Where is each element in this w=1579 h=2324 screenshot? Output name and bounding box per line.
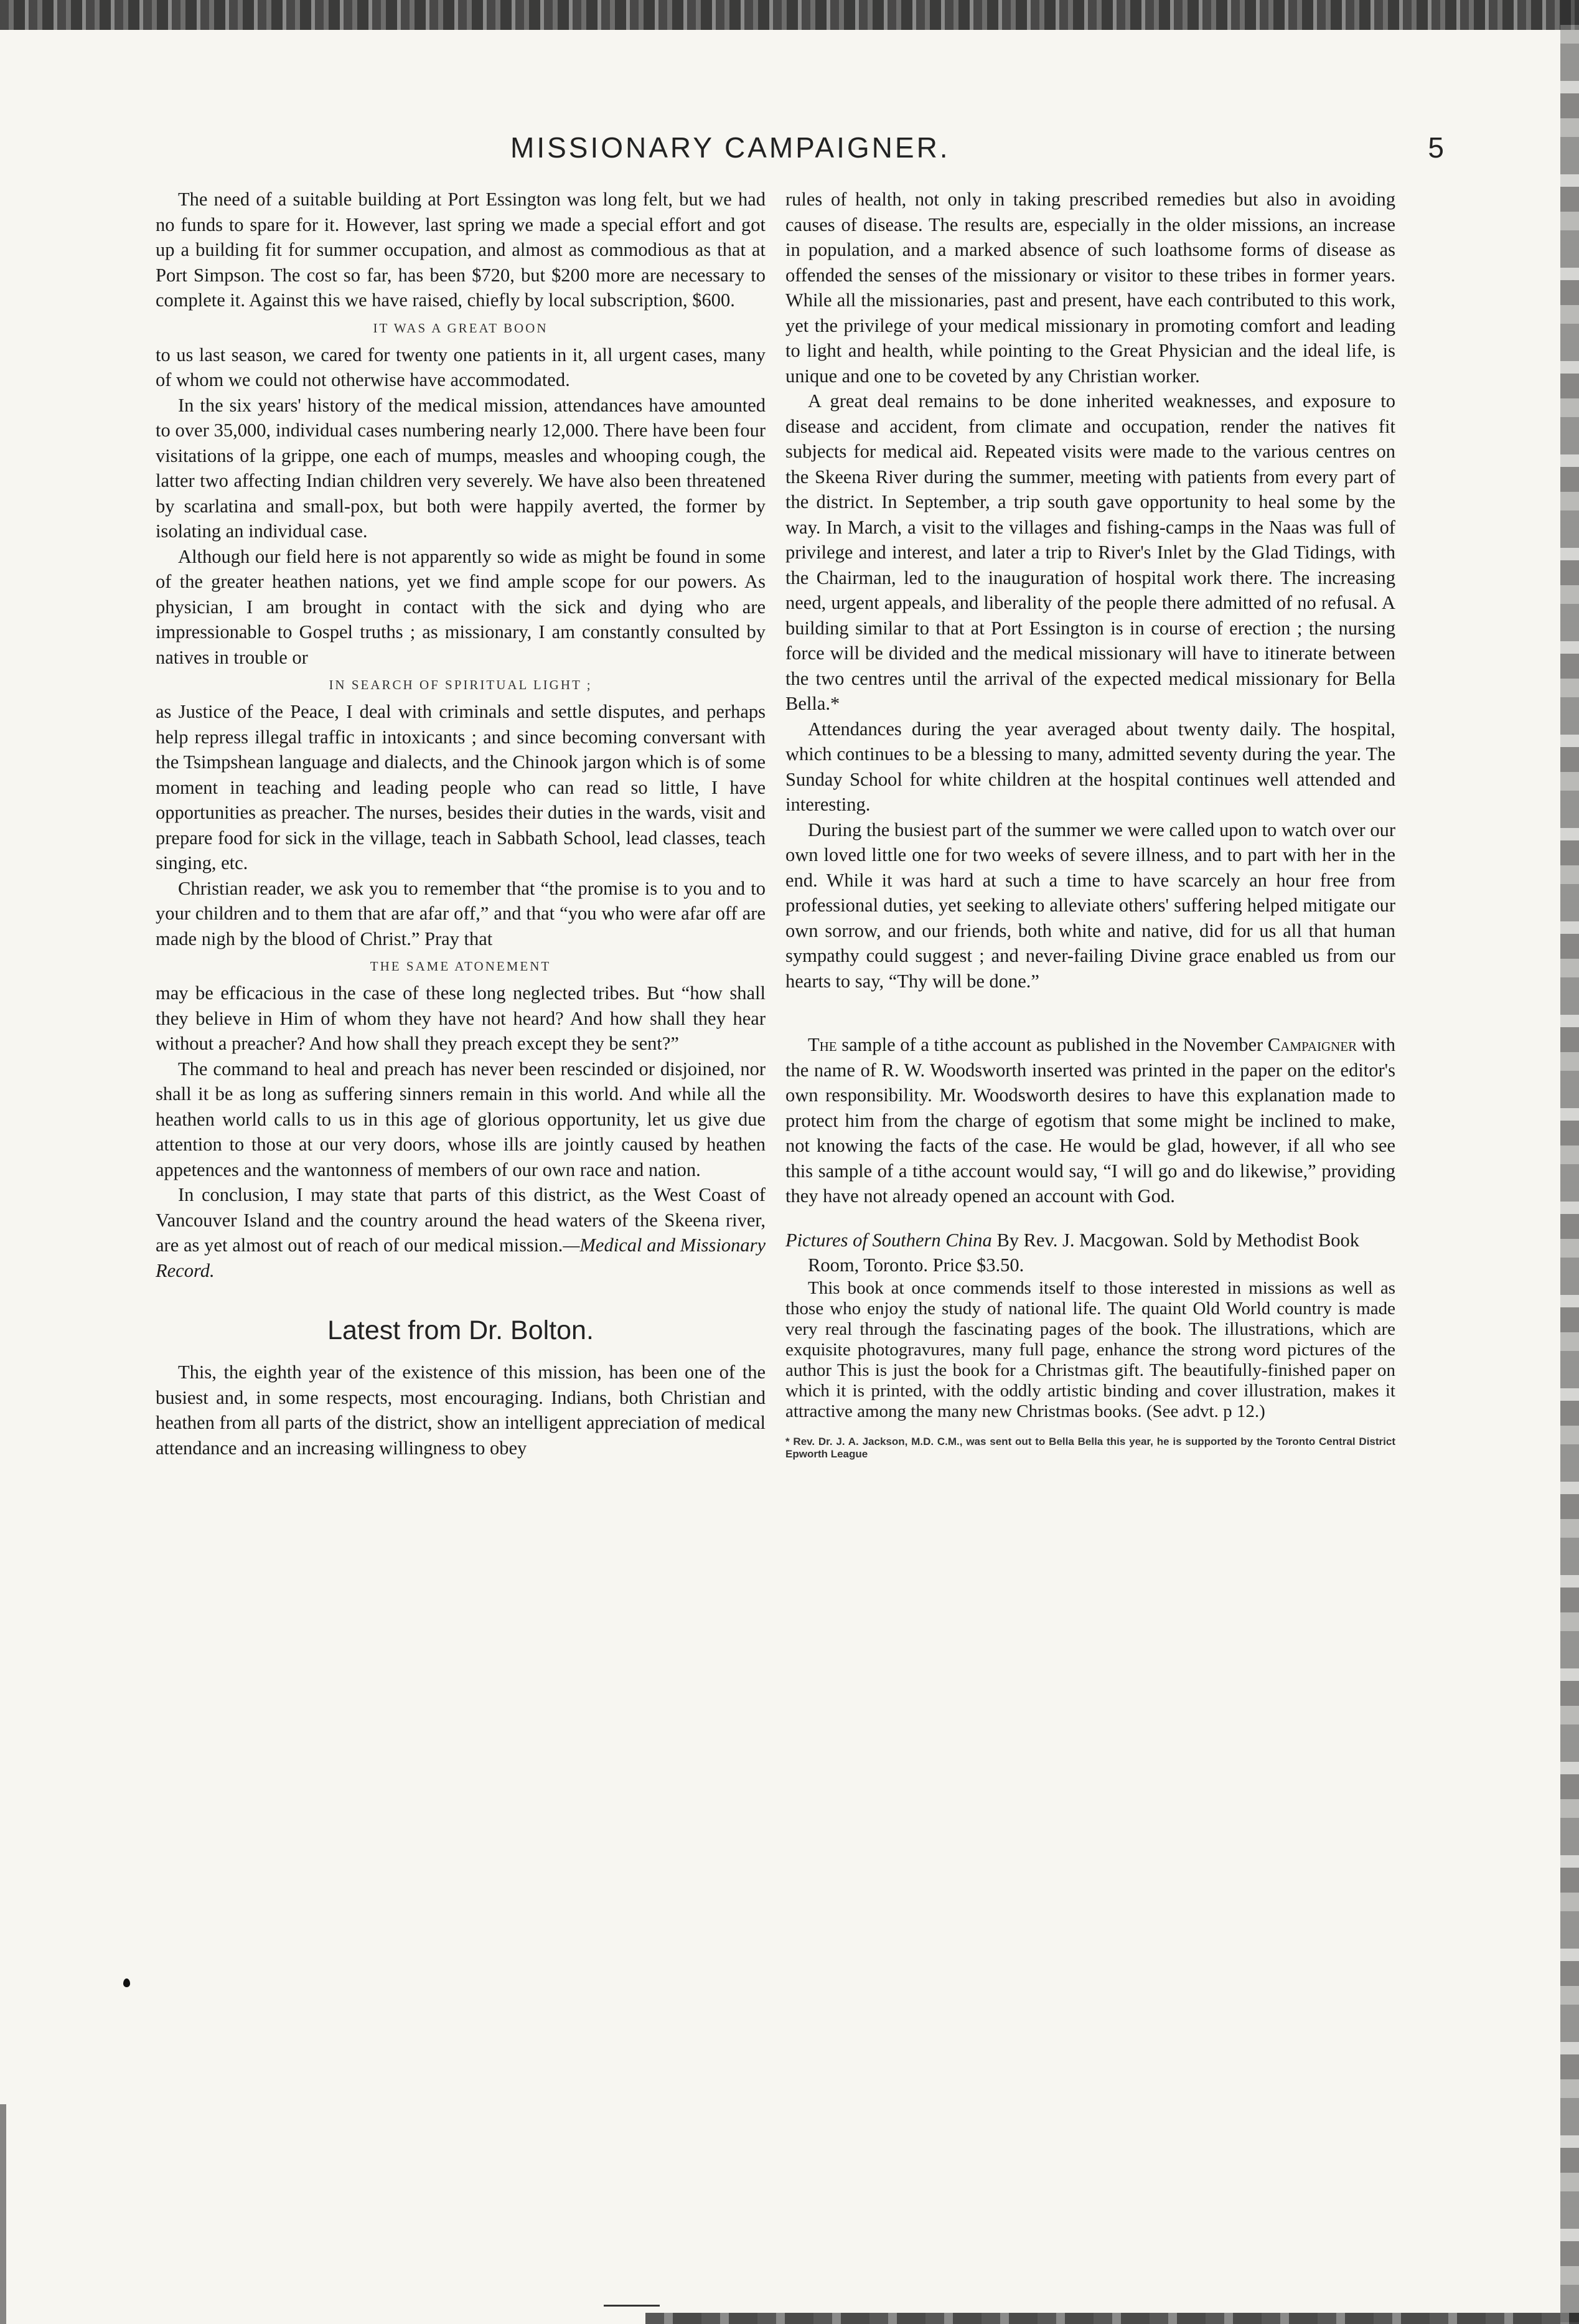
ink-blot [123,1978,130,1987]
paragraph: Christian reader, we ask you to remember that “the promise is to you and to your children and to them that are afar off,” and that “you who were afar off are made nigh by the blood of Christ.” Pray that [156,877,766,949]
paragraph: as Justice of the Peace, I deal with criminals and settle disputes, and perhaps help repress illegal traffic in intoxicants ; and since becoming conversant with the Tsimpshean language and dialects, and the Chinook jargon which is of some moment in teaching and leading people who can read so little, I have opportunities as preacher. The nurses, besides their duties in the wards, visit and prepare food for sick in the village, teach in Sabbath School, lead classes, teach singing, etc. [156,701,766,873]
running-title: MISSIONARY CAMPAIGNER. [510,131,950,164]
paragraph: rules of health, not only in taking prescribed remedies but also in avoiding causes of disease. The results are, especially in the older missions, an increase in population, and a marked absence of such loathsome forms of disease as offended the senses of the missionary or visitor to these tribes in former years. While all the missionaries, past and present, have each contributed to this work, yet the privilege of your medical missionary in promoting comfort and leading to light and health, while pointing to the Great Physician and the ideal life, is unique and one to be coveted by any Christian worker. [785,189,1395,387]
paragraph: Although our field here is not apparently so wide as might be found in some of the greater heathen nations, yet we find ample scope for our powers. As physician, I am brought in contact with the sick and dying who are impressionable to Gospel truths ; as missionary, I am constantly consulted by natives in trouble or [156,545,766,668]
review-body [785,1278,1395,1422]
subhead: THE SAME ATONEMENT [370,959,551,974]
section-title: Latest from Dr. Bolton. [327,1315,594,1345]
page-number: 5 [1428,131,1444,164]
subhead: IT WAS A GREAT BOON [373,320,548,336]
page-header [156,131,1444,168]
subhead: IN SEARCH OF SPIRITUAL LIGHT ; [329,677,593,692]
footnote: * Rev. Dr. J. A. Jackson, M.D. C.M., was sent out to Bella Bella this year, he is supported by the Toronto Central District Epworth League [785,1435,1395,1460]
notice-paragraph [785,1032,1395,1209]
scan-edge-right [1560,0,1579,2324]
notice-campaigner: Campaigner [1267,1034,1357,1055]
scan-edge-bottom [645,2313,1579,2324]
scan-edge-top [0,0,1579,30]
paragraph: The command to heal and preach has never been rescinded or disjoined, nor shall it be as long as suffering sinners remain in this world. And while all the heathen world calls to us in this age of glorious opportunity, let us give due attention to those at our very doors, whose ills are jointly caused by heathen appetences and the wantonness of members of our own race and nation. [156,1058,766,1180]
paragraph: to us last season, we cared for twenty one patients in it, all urgent cases, many of whom we could not otherwise have accommodated. [156,344,766,390]
book-byline: By Rev. J. Macgowan. Sold by Methodist Book Room, Toronto. Price $3.50. [808,1229,1360,1276]
paragraph-text: In conclusion, I may state that parts of this district, as the West Coast of Vancouver Island and the country around the head waters of the Skeena river, are as yet almost out of reach of our medical mission. [156,1184,766,1256]
paragraph: During the busiest part of the summer we were called upon to watch over our own loved little one for two weeks of severe illness, and to part with her in the end. While it was hard at such a time to have scarcely an hour free from professional duties, yet seeking to alleviate others' suffering helped mitigate our own sorrow, and our friends, both white and native, did for us all that human sympathy could suggest ; and never-failing Divine grace enabled us from our hearts to say, “Thy will be done.” [785,819,1395,992]
notice-text: sample of a tithe account as published in the November [836,1034,1268,1055]
notice-lead: The [808,1034,837,1055]
paragraph: The need of a suitable building at Port Essington was long felt, but we had no funds to spare for it. However, last spring we made a special effort and got up a building fit for summer occupation, and almost as commodious as that at Port Simpson. The cost so far, has been $720, but $200 more are necessary to complete it. Against this we have raised, chiefly by local subscription, $600. [156,189,766,311]
left-column [156,187,766,2254]
scan-edge-left [0,2104,6,2324]
right-column [785,187,1395,2254]
notice-text: with the name of R. W. Woodsworth inserted was printed in the paper on the editor's own responsibility. Mr. Woodsworth desires to have this explanation made to protect him from the charge of egotism that some might be inclined to make, not knowing the facts of the case. He would be glad, however, if all who see this sample of a tithe account would say, “I will go and do likewise,” providing they have not already opened an account with God. [785,1034,1395,1207]
book-title: Pictures of Southern China [785,1229,992,1251]
spacer [785,994,1395,1032]
page-rule-mark [604,2305,660,2307]
paragraph: A great deal remains to be done inherited weaknesses, and exposure to disease and accident, from climate and occupation, render the natives fit subjects for medical aid. Repeated visits were made to the various centres on the Skeena River during the summer, meeting with patients from every part of the district. In September, a trip south gave opportunity to heal some by the way. In March, a visit to the villages and fishing-camps in the Naas was full of privilege and interest, and later a trip to River's Inlet by the Glad Tidings, with the Chairman, led to the inauguration of hospital work there. The increasing need, urgent appeals, and liberality of the people there admitted of no refusal. A building similar to that at Port Essington is in course of erection ; the nursing force will be divided and the medical missionary will have to itinerate between the two centres until the arrival of the expected medical missionary for Bella Bella.* [785,390,1395,714]
review-heading [785,1228,1395,1278]
paragraph: Attendances during the year averaged about twenty daily. The hospital, which continues to be a blessing to many, admitted seventy during the year. The Sunday School for white children at the hospital continues well attended and interesting. [785,718,1395,815]
paragraph [156,1182,766,1283]
paragraph: This, the eighth year of the existence of this mission, has been one of the busiest and, in some respects, most encouraging. Indians, both Christian and heathen from all parts of the district, show an intelligent appreciation of medical attendance and an increasing willingness to obey [156,1362,766,1459]
paragraph: In the six years' history of the medical mission, attendances have amounted to over 35,000, individual cases numbering nearly 12,000. There have been four visitations of la grippe, one each of mumps, measles and whooping cough, the latter two affecting Indian children very severely. We have also been threatened by scarlatina and small-pox, but both were happily averted, the former by isolating an individual case. [156,394,766,542]
paragraph: This book at once commends itself to those interested in missions as well as those who enjoy the study of national life. The quaint Old World country is made very real through the fascinating pages of the book. The illustrations, which are exquisite photogravures, many full page, enhance the strong word pictures of the author This is just the book for a Christmas gift. The beautifully-finished paper on which it is printed, with the oddly artistic binding and cover illustration, makes it attractive among the many new Christmas books. (See advt. p 12.) [785,1277,1395,1421]
source-credit: —Medical and Missionary Record. [156,1235,766,1281]
paragraph: may be efficacious in the case of these long neglected tribes. But “how shall they believe in Him of whom they have not heard? And how shall they hear without a preacher? And how shall they preach except they be sent?” [156,982,766,1054]
